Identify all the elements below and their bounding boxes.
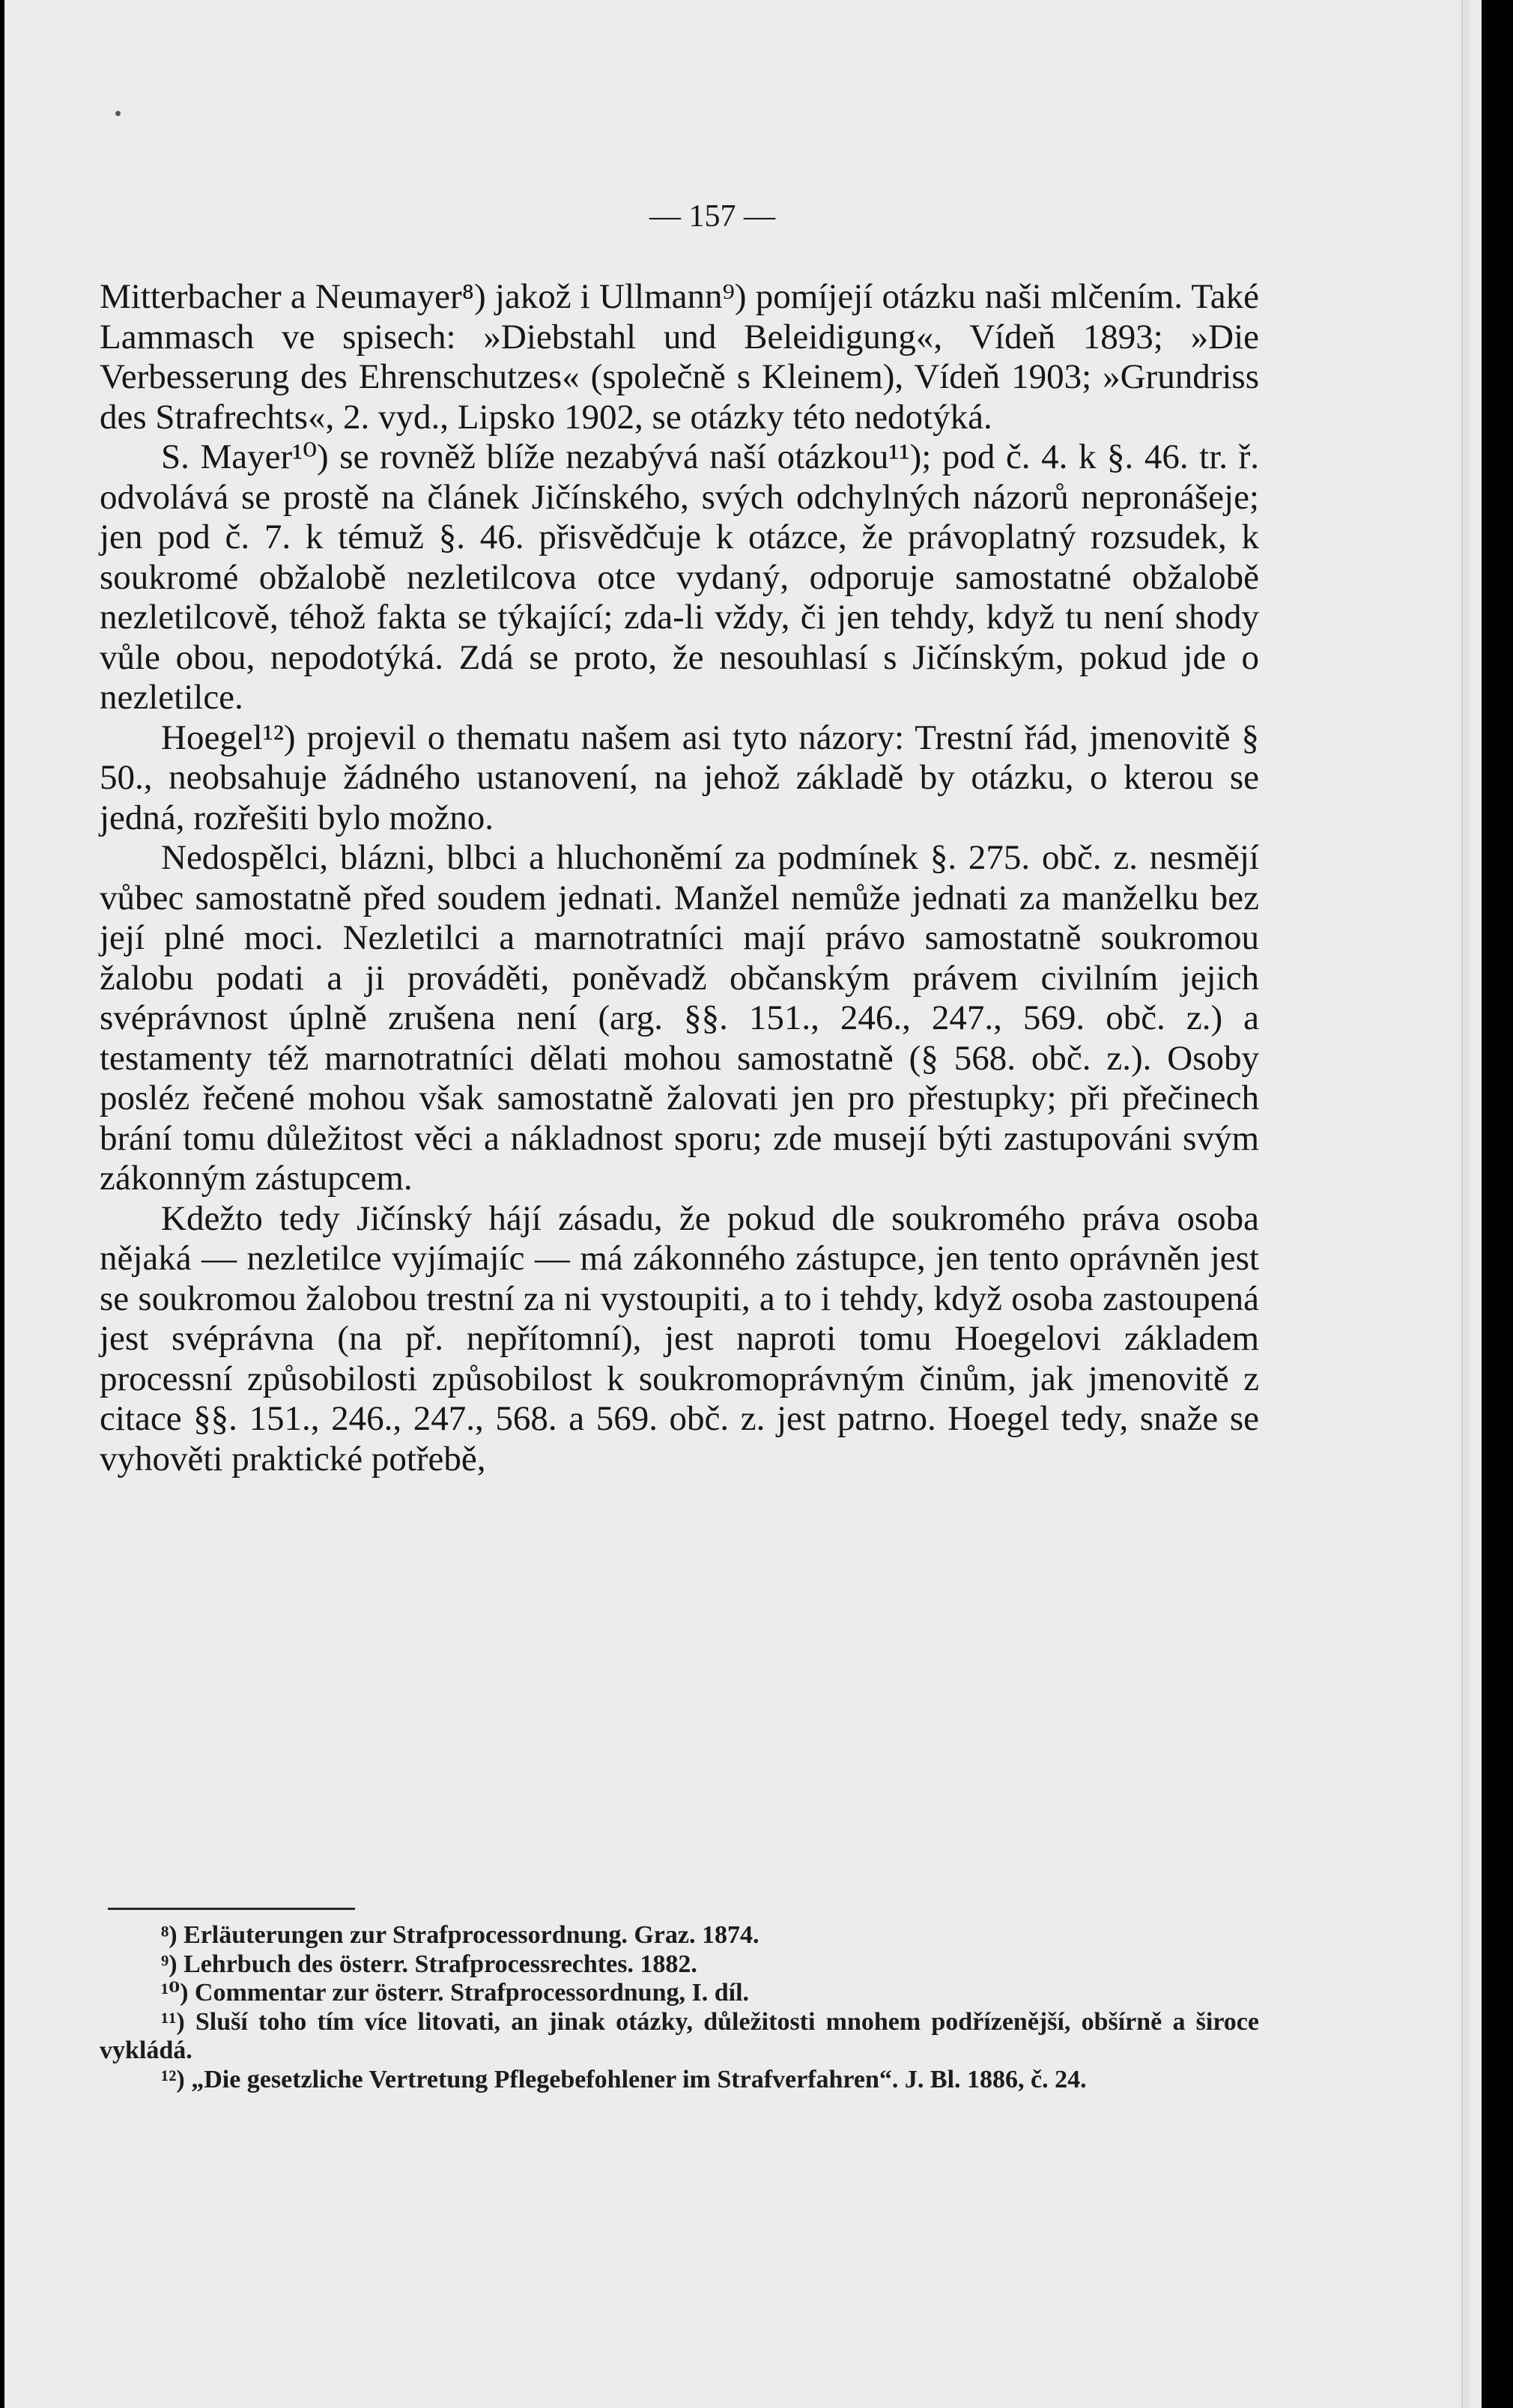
paragraph-5: Kdežto tedy Jičínský hájí zásadu, že pokud dle soukromého práva osoba nějaká — nezletilce vyjímajíc — má zákonného zástupce, jen tento oprávněn jest se soukromou žalobou trestní za ni vystoupiti, a to i tehdy, když osoba zastoupená jest svéprávna (na př. nepřítomní), jest naproti tomu Hoegelovi základem processní způsobilosti způsobilost k soukromoprávným činům, jak jmenovitě z citace §§. 151., 246., 247., 568. a 569. obč. z. jest patrno. Hoegel tedy, snaže se vyhověti praktické potřebě, — [100, 1198, 1259, 1479]
paragraph-3: Hoegel¹²) projevil o thematu našem asi tyto názory: Trestní řád, jmenovitě § 50., neobsahuje žádného ustanovení, na jehož základě by otázku, o kterou se jedná, rozřešiti bylo možno. — [100, 718, 1259, 837]
scan-border — [1482, 0, 1513, 2408]
footnote-11: ¹¹) Sluší toho tím více litovati, an jinak otázky, důležitosti mnohem podřízenější, obšírně a široce vykládá. — [100, 2007, 1259, 2064]
page-gutter — [1461, 0, 1470, 2408]
paragraph-2: S. Mayer¹⁰) se rovněž blíže nezabývá naší otázkou¹¹); pod č. 4. k §. 46. tr. ř. odvolává se prostě na článek Jičínského, svých odchylných názorů nepronášeje; jen pod č. 7. k témuž §. 46. přisvědčuje k otázce, že právoplatný rozsudek, k soukromé obžalobě nezletilcova otce vydaný, odporuje samostatné obžalobě nezletilcově, téhož fakta se týkající; zda-li vždy, či jen tehdy, když tu není shody vůle obou, nepodotýká. Zdá se proto, že nesouhlasí s Jičínským, pokud jde o nezletilce. — [100, 437, 1259, 717]
scan-speck — [115, 111, 121, 116]
footnotes — [100, 1921, 1259, 2094]
footnote-9: ⁹) Lehrbuch des österr. Strafprocessrechtes. 1882. — [161, 1950, 697, 1978]
footnote-divider — [108, 1908, 355, 1910]
footnote-10: ¹⁰) Commentar zur österr. Strafprocessordnung, I. díl. — [161, 1979, 750, 2007]
paragraph-1: Mitterbacher a Neumayer⁸) jakož i Ullmann⁹) pomíjejí otázku naši mlčením. Také Lammasch ve spisech: »Diebstahl und Beleidigung«, Vídeň 1893; »Die Verbesserung des Ehrenschutzes« (společně s Kleinem), Vídeň 1903; »Grundriss des Strafrechts«, 2. vyd., Lipsko 1902, se otázky této nedotýká. — [100, 277, 1259, 437]
footnote-8: ⁸) Erläuterungen zur Strafprocessordnung. Graz. 1874. — [161, 1921, 759, 1949]
footnote-12: ¹²) „Die gesetzliche Vertretung Pflegebefohlener im Strafverfahren“. J. Bl. 1886, č. 24. — [161, 2065, 1087, 2093]
scanned-page — [4, 0, 1482, 2408]
main-text — [100, 277, 1259, 1479]
page-number: — 157 — — [649, 199, 775, 234]
paragraph-4: Nedospělci, blázni, blbci a hluchoněmí za podmínek §. 275. obč. z. nesmějí vůbec samostatně před soudem jednati. Manžel nemůže jednati za manželku bez její plné moci. Nezletilci a marnotratníci mají právo samostatně soukromou žalobu podati a ji prováděti, poněvadž občanským právem civilním jejich svéprávnost úplně zrušena není (arg. §§. 151., 246., 247., 569. obč. z.) a testamenty též marnotratníci dělati mohou samostatně (§ 568. obč. z.). Osoby posléz řečené mohou však samostatně žalovati jen pro přestupky; při přečinech brání tomu důležitost věci a nákladnost sporu; zde musejí býti zastupováni svým zákonným zástupcem. — [100, 838, 1259, 1198]
